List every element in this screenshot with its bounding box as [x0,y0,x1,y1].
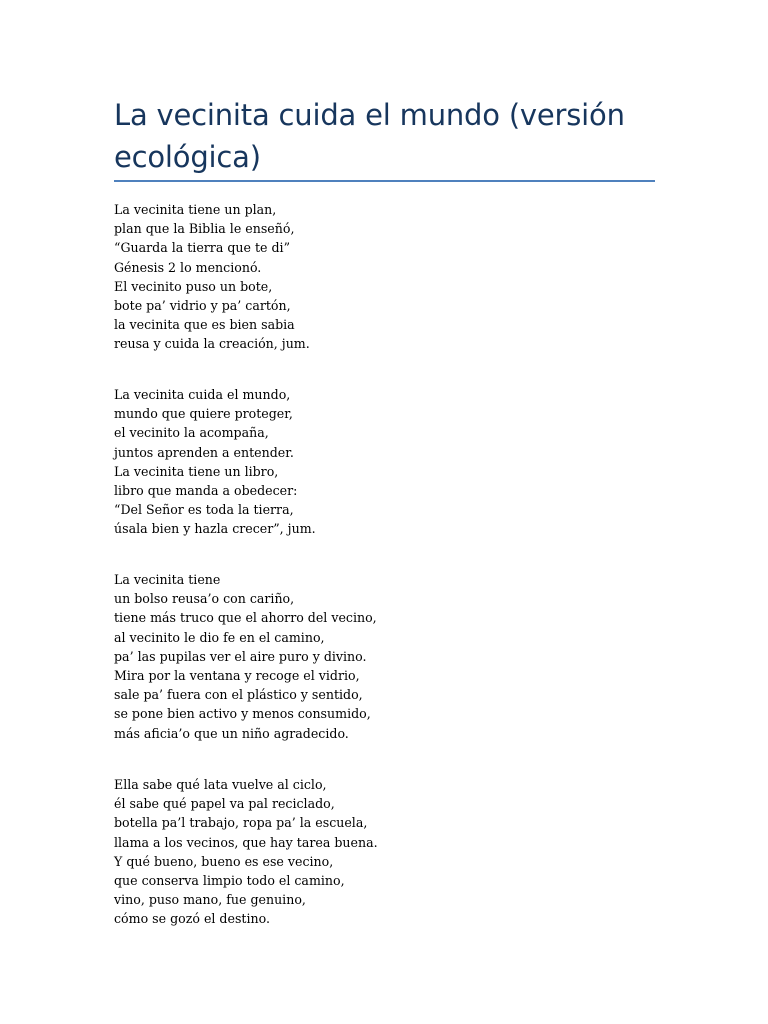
verse-line: “Del Señor es toda la tierra, [114,502,294,518]
verse-line: Génesis 2 lo mencionó. [114,259,262,275]
verse-line: juntos aprenden a entender. [114,444,294,460]
verse-line: libro que manda a obedecer: [114,482,298,498]
verse-line: llama a los vecinos, que hay tarea buena. [114,834,378,850]
verse-line: vino, puso mano, fue genuino, [114,892,306,908]
verse-line: botella pa’l trabajo, ropa pa’ la escuela, [114,815,368,831]
verse-line: Ella sabe qué lata vuelve al ciclo, [114,777,327,792]
verse-line: La vecinita tiene [114,572,221,587]
verse-line: reusa y cuida la creación, jum. [114,336,310,352]
verse-line: El vecinito puso un bote, [114,278,273,294]
verse-line: el vecinito la acompaña, [114,425,269,441]
verse-line: sale pa’ fuera con el plástico y sentido, [114,687,363,703]
document-title: La vecinita cuida el mundo (versión ecológica) [114,98,625,174]
verse-line: más aficia’o que un niño agradecido. [114,725,349,741]
verse-line: Mira por la ventana y recoge el vidrio, [114,667,360,683]
stanza-4 [114,775,378,929]
stanza-3 [114,570,377,743]
verse-line: se pone bien activo y menos consumido, [114,706,371,722]
verse-line: Y qué bueno, bueno es ese vecino, [114,853,334,869]
verse-line: él sabe qué papel va pal reciclado, [114,796,335,812]
verse-line: la vecinita que es bien sabia [114,317,295,333]
verse-line: al vecinito le dio fe en el camino, [114,629,325,645]
verse-line: La vecinita cuida el mundo, [114,387,291,402]
verse-line: pa’ las pupilas ver el aire puro y divino. [114,648,367,664]
verse-line: “Guarda la tierra que te di” [114,240,291,256]
verse-line: úsala bien y hazla crecer”, jum. [114,521,316,537]
verse-line: que conserva limpio todo el camino, [114,872,345,888]
verse-line: tiene más truco que el ahorro del vecino, [114,610,377,626]
title-underline-rule [114,180,655,182]
verse-line: mundo que quiere proteger, [114,406,293,422]
stanza-2 [114,385,316,539]
stanza-1 [114,200,310,354]
verse-line: La vecinita tiene un libro, [114,463,279,479]
verse-line: cómo se gozó el destino. [114,911,270,927]
verse-line: plan que la Biblia le enseñó, [114,221,295,237]
verse-line: un bolso reusa’o con cariño, [114,591,295,607]
verse-line: La vecinita tiene un plan, [114,202,277,217]
verse-line: bote pa’ vidrio y pa’ cartón, [114,297,291,313]
